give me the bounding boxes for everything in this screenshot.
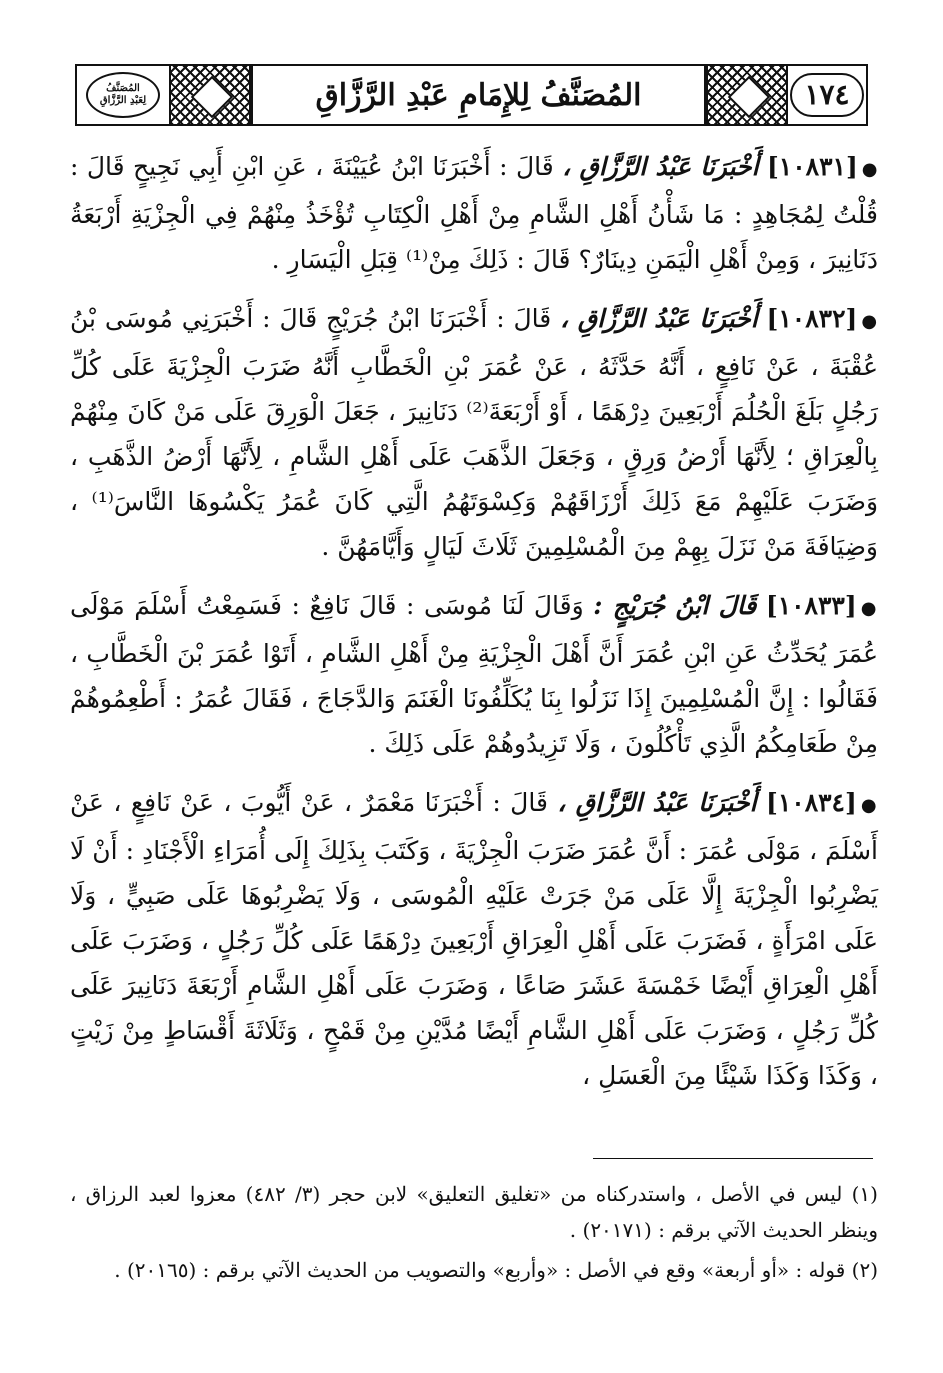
hadith-number: [١٠٨٣١]	[766, 152, 858, 181]
hadith-source: أَخْبَرَنَا عَبْدُ الرَّزَّاقِ ،	[560, 304, 758, 333]
running-title: المُصَنَّفُ لِلإِمَامِ عَبْدِ الرَّزَّاقِ	[251, 66, 706, 124]
hadith-number: [١٠٨٣٣]	[765, 591, 857, 620]
hadith-entry	[70, 583, 878, 766]
hadith-entry	[70, 780, 878, 1098]
hadith-number: [١٠٨٣٤]	[766, 788, 857, 817]
hadith-text: قَالَ : أَخْبَرَنَا ابْنُ جُرَيْجٍ قَالَ : أَخْبَرَنِي مُوسَى بْنُ عُقْبَةَ ، عَنْ نَافِعٍ ، أَنَّهُ حَدَّثَهُ ، عَنْ عُمَرَ بْنِ الْخَطَّابِ أَنَّهُ ضَرَبَ الْجِزْيَةَ عَلَى كُلِّ رَجُلٍ بَلَغَ الْحُلُمَ أَرْبَعِينَ دِرْهَمًا ، أَوْ أَرْبَعَةَ⁽²⁾ دَنَانِيرَ ، جَعَلَ الْوَرِقَ عَلَى مَنْ كَانَ مِنْهُمْ بِالْعِرَاقِ ؛ لِأَنَّهَا أَرْضُ وَرِقٍ ، وَجَعَلَ الذَّهَبَ عَلَى أَهْلِ الشَّامِ ، لِأَنَّهَا أَرْضُ الذَّهَبِ ، وَضَرَبَ عَلَيْهِمْ مَعَ ذَلِكَ أَرْزَاقَهُمْ وَكِسْوَتَهُمُ الَّتِي كَانَ عُمَرُ يَكْسُوهَا النَّاسَ⁽¹⁾ ، وَضِيَافَةَ مَنْ نَزَلَ بِهِمْ مِنَ الْمُسْلِمِينَ ثَلَاثَ لَيَالٍ وَأَيَّامَهُنَّ .	[70, 304, 879, 561]
bullet-icon: ●	[861, 311, 878, 332]
book-emblem	[86, 72, 160, 118]
hadith-text: قَالَ : أَخْبَرَنَا مَعْمَرٌ ، عَنْ أَيُّوبَ ، عَنْ نَافِعٍ ، عَنْ أَسْلَمَ ، مَوْلَى عُمَرَ : أَنَّ عُمَرَ ضَرَبَ الْجِزْيَةَ ، وَكَتَبَ بِذَلِكَ إِلَى أُمَرَاءِ الْأَجْنَادِ : أَنْ لَا يَضْرِبُوا الْجِزْيَةَ إِلَّا عَلَى مَنْ جَرَتْ عَلَيْهِ الْمُوسَى ، وَلَا يَضْرِبُوهَا عَلَى صَبِيٍّ ، وَلَا عَلَى امْرَأَةٍ ، فَضَرَبَ عَلَى أَهْلِ الْعِرَاقِ أَرْبَعِينَ دِرْهَمًا عَلَى كُلِّ رَجُلٍ ، وَضَرَبَ عَلَى أَهْلِ الْعِرَاقِ أَيْضًا خَمْسَةَ عَشَرَ صَاعًا ، وَضَرَبَ عَلَى أَهْلِ الشَّامِ أَرْبَعَةَ دَنَانِيرَ عَلَى كُلِّ رَجُلٍ ، وَضَرَبَ عَلَى أَهْلِ الشَّامِ أَيْضًا مُدَّيْنِ مِنْ قَمْحٍ ، وَثَلَاثَةَ أَقْسَاطٍ مِنْ زَيْتٍ ، وَكَذَا وَكَذَا شَيْئًا مِنَ الْعَسَلِ ،	[70, 788, 878, 1090]
header-ornament-right	[706, 66, 788, 124]
page-number-box	[788, 66, 866, 124]
hadith-source: أَخْبَرَنَا عَبْدُ الرَّزَّاقِ ،	[557, 788, 757, 817]
hadith-text: قَالَ : أَخْبَرَنَا ابْنُ عُيَيْنَةَ ، عَنِ ابْنِ أَبِي نَجِيحٍ قَالَ : قُلْتُ لِمُجَاهِدٍ : مَا شَأْنُ أَهْلِ الشَّامِ مِنْ أَهْلِ الْكِتَابِ تُؤْخَذُ مِنْهُمْ فِي الْجِزْيَةِ أَرْبَعَةُ دَنَانِيرَ ، وَمِنْ أَهْلِ الْيَمَنِ دِينَارٌ؟ قَالَ : ذَلِكَ مِنْ⁽¹⁾ قِبَلِ الْيَسَارِ .	[70, 152, 878, 274]
bullet-icon: ●	[860, 598, 878, 619]
footnote: (٢) قوله : «أو أربعة» وقع في الأصل : «وأربع» والتصويب من الحديث الآتي برقم : (٢٠١٦٥) .	[114, 1258, 878, 1282]
page-number: ١٧٤	[790, 73, 863, 117]
main-text	[70, 144, 878, 1144]
header-ornament-left	[169, 66, 251, 124]
hadith-source: أَخْبَرَنَا عَبْدُ الرَّزَّاقِ ،	[562, 152, 759, 181]
footnotes	[70, 1176, 878, 1292]
page-header	[75, 64, 868, 126]
emblem-line1: المُصَنَّفُ	[106, 83, 140, 94]
hadith-number: [١٠٨٣٢]	[766, 304, 858, 333]
bullet-icon: ●	[861, 159, 878, 180]
hadith-entry	[70, 144, 878, 282]
footnote: (١) ليس في الأصل ، واستدركناه من «تغليق التعليق» لابن حجر (٣/ ٤٨٢) معزوا لعبد الرزاق ، وينظر الحديث الآتي برقم : (٢٠١٧١) .	[70, 1182, 878, 1242]
hadith-source: قَالَ ابْنُ جُرَيْجٍ :	[593, 591, 757, 620]
emblem-line2: لِعَبْدِ الرَّزَّاقِ	[99, 95, 147, 106]
emblem-box	[77, 66, 169, 124]
bullet-icon: ●	[860, 795, 878, 816]
hadith-text: وَقَالَ لَنَا مُوسَى : قَالَ نَافِعٌ : فَسَمِعْتُ أَسْلَمَ مَوْلَى عُمَرَ يُحَدِّثُ عَنِ ابْنِ عُمَرَ أَنَّ أَهْلَ الْجِزْيَةِ مِنْ أَهْلِ الشَّامِ ، أَتَوْا عُمَرَ بْنَ الْخَطَّابِ ، فَقَالُوا : إِنَّ الْمُسْلِمِينَ إِذَا نَزَلُوا بِنَا يُكَلِّفُونَا الْغَنَمَ وَالدَّجَاجَ ، فَقَالَ عُمَرُ : أَطْعِمُوهُمْ مِنْ طَعَامِكُمُ الَّذِي تَأْكُلُونَ ، وَلَا تَزِيدُوهُمْ عَلَى ذَلِكَ .	[70, 591, 878, 758]
hadith-entry	[70, 296, 878, 569]
footnote-divider	[593, 1158, 873, 1159]
